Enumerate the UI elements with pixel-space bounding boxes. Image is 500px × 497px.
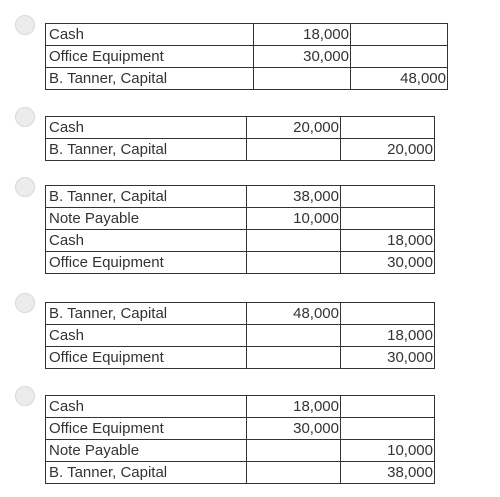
debit-cell: 30,000	[247, 418, 341, 440]
debit-cell	[254, 68, 351, 90]
table-row	[46, 230, 435, 252]
debit-cell	[247, 325, 341, 347]
table-row	[46, 396, 435, 418]
table-row	[46, 347, 435, 369]
table-row	[46, 139, 435, 161]
account-cell: B. Tanner, Capital	[46, 139, 247, 161]
table-row	[46, 24, 448, 46]
radio-button[interactable]	[15, 386, 35, 406]
journal-entry-table	[45, 116, 435, 161]
credit-cell	[351, 46, 448, 68]
debit-cell: 48,000	[247, 303, 341, 325]
credit-cell	[341, 117, 435, 139]
debit-cell: 10,000	[247, 208, 341, 230]
debit-cell	[247, 139, 341, 161]
radio-button[interactable]	[15, 177, 35, 197]
table-row	[46, 208, 435, 230]
table-row	[46, 186, 435, 208]
account-cell: Office Equipment	[46, 252, 247, 274]
table-row	[46, 252, 435, 274]
account-cell: Cash	[46, 325, 247, 347]
account-cell: Cash	[46, 230, 247, 252]
credit-cell	[341, 208, 435, 230]
credit-cell: 10,000	[341, 440, 435, 462]
account-cell: Note Payable	[46, 208, 247, 230]
table-row	[46, 325, 435, 347]
debit-cell	[247, 440, 341, 462]
account-cell: Office Equipment	[46, 347, 247, 369]
credit-cell: 20,000	[341, 139, 435, 161]
credit-cell: 18,000	[341, 230, 435, 252]
debit-cell	[247, 462, 341, 484]
radio-button[interactable]	[15, 15, 35, 35]
debit-cell: 18,000	[254, 24, 351, 46]
table-row	[46, 117, 435, 139]
account-cell: B. Tanner, Capital	[46, 462, 247, 484]
credit-cell: 18,000	[341, 325, 435, 347]
account-cell: Office Equipment	[46, 46, 254, 68]
table-row	[46, 303, 435, 325]
journal-entry-table	[45, 302, 435, 369]
account-cell: Note Payable	[46, 440, 247, 462]
debit-cell	[247, 252, 341, 274]
debit-cell	[247, 230, 341, 252]
credit-cell	[341, 418, 435, 440]
account-cell: Cash	[46, 24, 254, 46]
table-row	[46, 462, 435, 484]
account-cell: B. Tanner, Capital	[46, 68, 254, 90]
credit-cell: 30,000	[341, 252, 435, 274]
debit-cell: 20,000	[247, 117, 341, 139]
credit-cell: 38,000	[341, 462, 435, 484]
credit-cell	[341, 186, 435, 208]
credit-cell: 48,000	[351, 68, 448, 90]
radio-button[interactable]	[15, 107, 35, 127]
table-row	[46, 68, 448, 90]
journal-entry-table	[45, 185, 435, 274]
debit-cell: 30,000	[254, 46, 351, 68]
credit-cell	[351, 24, 448, 46]
journal-entry-table	[45, 395, 435, 484]
account-cell: B. Tanner, Capital	[46, 303, 247, 325]
account-cell: Cash	[46, 117, 247, 139]
debit-cell	[247, 347, 341, 369]
debit-cell: 18,000	[247, 396, 341, 418]
table-row	[46, 418, 435, 440]
account-cell: Cash	[46, 396, 247, 418]
journal-entry-table	[45, 23, 448, 90]
radio-button[interactable]	[15, 293, 35, 313]
credit-cell	[341, 303, 435, 325]
debit-cell: 38,000	[247, 186, 341, 208]
credit-cell	[341, 396, 435, 418]
account-cell: B. Tanner, Capital	[46, 186, 247, 208]
account-cell: Office Equipment	[46, 418, 247, 440]
credit-cell: 30,000	[341, 347, 435, 369]
table-row	[46, 440, 435, 462]
table-row	[46, 46, 448, 68]
